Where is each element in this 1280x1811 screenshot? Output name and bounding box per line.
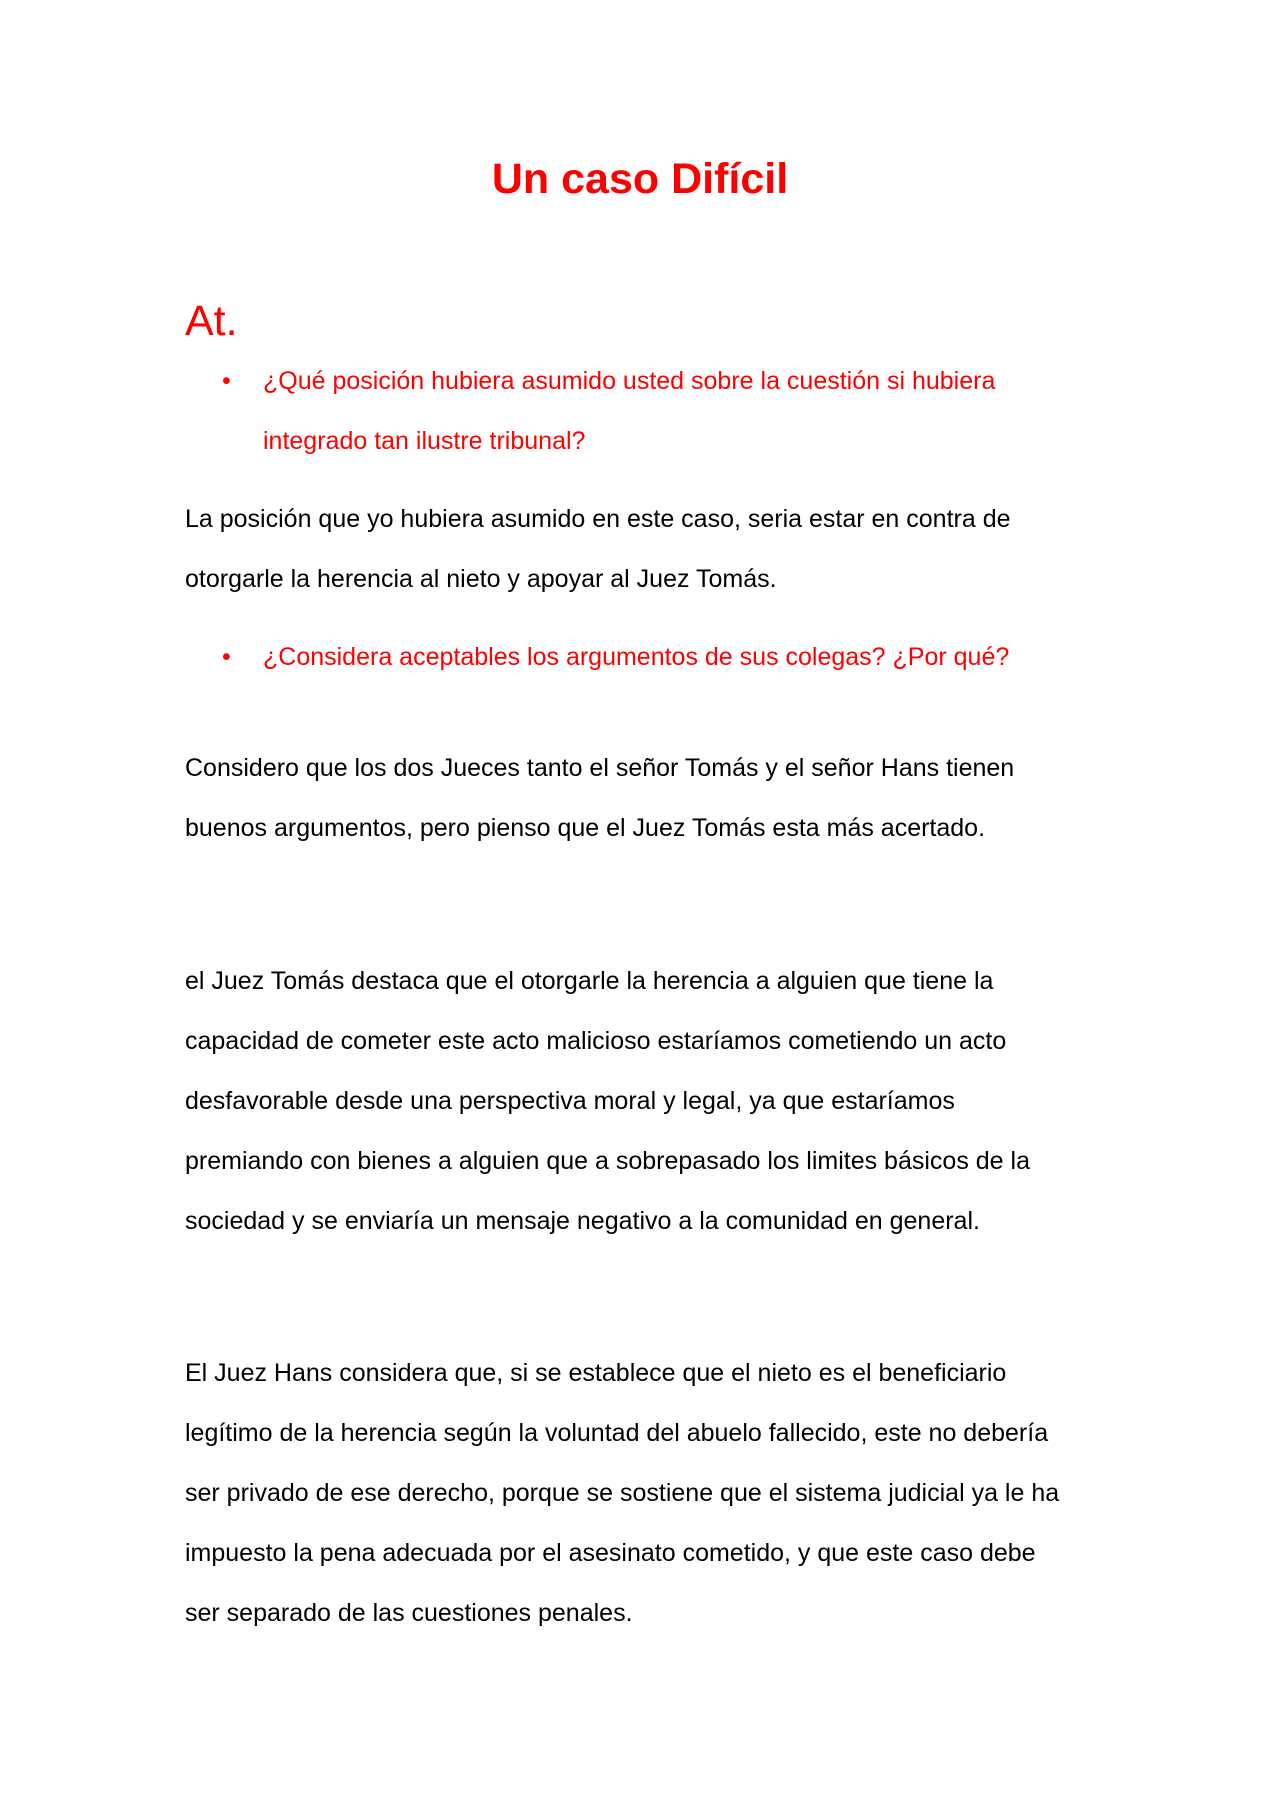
bullet-icon: • bbox=[222, 367, 231, 395]
question-item-2 bbox=[185, 627, 1105, 687]
paragraph-line: capacidad de cometer este acto malicioso estaríamos cometiendo un acto bbox=[185, 1027, 1007, 1055]
question-line: integrado tan ilustre tribunal? bbox=[263, 427, 586, 455]
paragraph-line: impuesto la pena adecuada por el asesinato cometido, y que este caso debe bbox=[185, 1539, 1036, 1567]
question-list-2 bbox=[185, 627, 1105, 687]
document-title: Un caso Difícil bbox=[491, 155, 789, 203]
paragraph-line: La posición que yo hubiera asumido en este caso, seria estar en contra de bbox=[185, 505, 1011, 533]
question-list-1 bbox=[185, 351, 1105, 471]
paragraph-line: Considero que los dos Jueces tanto el señor Tomás y el señor Hans tienen bbox=[185, 754, 1015, 782]
answer-paragraph-4 bbox=[185, 1343, 1105, 1643]
bullet-icon: • bbox=[222, 643, 231, 671]
answer-paragraph-2 bbox=[185, 738, 1105, 858]
paragraph-line: legítimo de la herencia según la voluntad del abuelo fallecido, este no debería bbox=[185, 1419, 1049, 1447]
paragraph-line: desfavorable desde una perspectiva moral y legal, ya que estaríamos bbox=[185, 1087, 955, 1115]
section-heading: At. bbox=[185, 297, 238, 345]
paragraph-line: el Juez Tomás destaca que el otorgarle la herencia a alguien que tiene la bbox=[185, 967, 994, 995]
paragraph-line: otorgarle la herencia al nieto y apoyar al Juez Tomás. bbox=[185, 565, 777, 593]
question-line: ¿Considera aceptables los argumentos de sus colegas? ¿Por qué? bbox=[263, 643, 1010, 671]
answer-paragraph-3 bbox=[185, 951, 1105, 1251]
paragraph-line: sociedad y se enviaría un mensaje negativo a la comunidad en general. bbox=[185, 1207, 980, 1235]
paragraph-line: ser privado de ese derecho, porque se sostiene que el sistema judicial ya le ha bbox=[185, 1479, 1060, 1507]
paragraph-line: buenos argumentos, pero pienso que el Juez Tomás esta más acertado. bbox=[185, 814, 986, 842]
question-item-1 bbox=[185, 351, 1105, 471]
paragraph-line: El Juez Hans considera que, si se establece que el nieto es el beneficiario bbox=[185, 1359, 1007, 1387]
paragraph-line: premiando con bienes a alguien que a sobrepasado los limites básicos de la bbox=[185, 1147, 1030, 1175]
answer-paragraph-1 bbox=[185, 489, 1105, 609]
question-line: ¿Qué posición hubiera asumido usted sobre la cuestión si hubiera bbox=[263, 367, 996, 395]
paragraph-line: ser separado de las cuestiones penales. bbox=[185, 1599, 633, 1627]
